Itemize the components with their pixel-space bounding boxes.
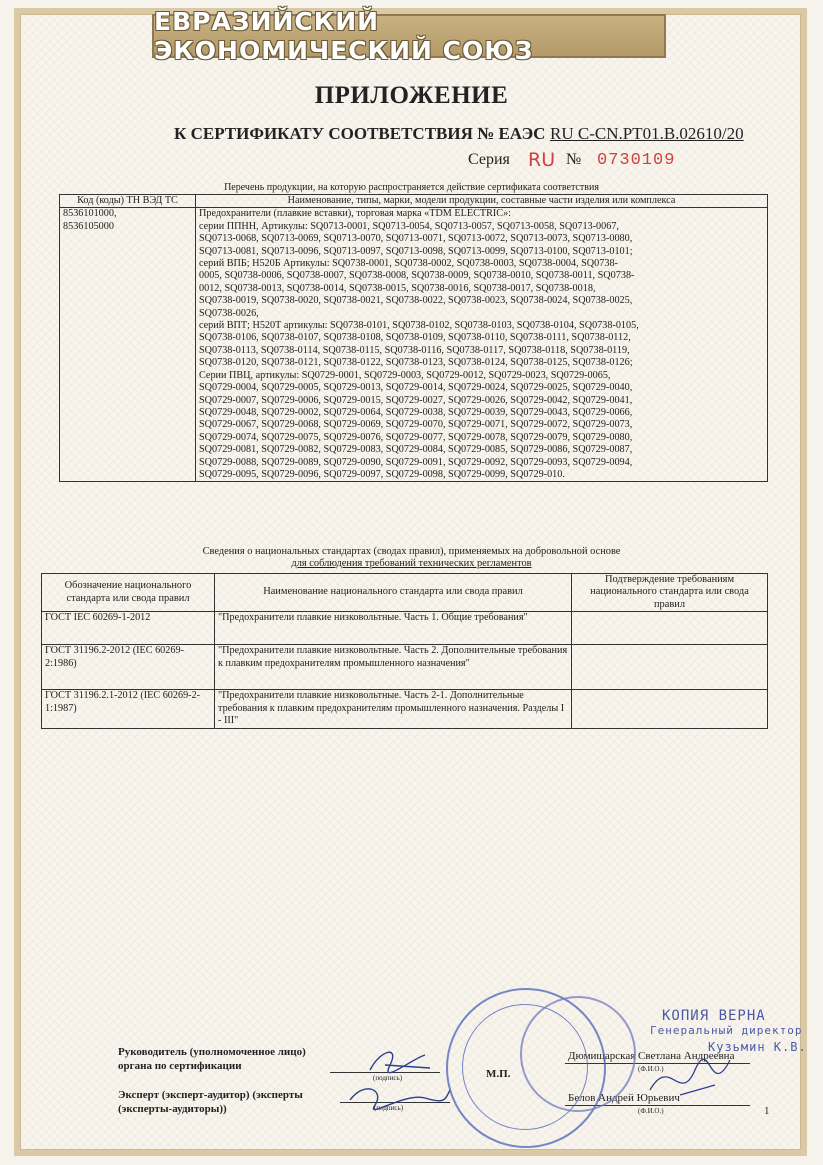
stamp-mp: М.П.: [486, 1068, 511, 1080]
expert-fio-caption: (Ф.И.О.): [638, 1107, 664, 1115]
product-line: SQ0729-0004, SQ0729-0005, SQ0729-0013, SQ0729-0014, SQ0729-0024, SQ0729-0025, SQ0729-0040,: [199, 382, 633, 394]
product-line: SQ0729-0095, SQ0729-0096, SQ0729-0097, SQ0729-0098, SQ0729-0099, SQ0729-010.: [199, 468, 565, 480]
copy-stamp-line2: Генеральный директор: [650, 1024, 803, 1037]
product-line: 0005, SQ0738-0006, SQ0738-0007, SQ0738-0008, SQ0738-0009, SQ0738-0010, SQ0738-0011, SQ0738-: [199, 270, 635, 282]
header-product-name: Наименование, типы, марки, модели продукции, составные части изделия или комплекса: [196, 195, 768, 208]
product-line: SQ0738-0113, SQ0738-0114, SQ0738-0115, SQ0738-0116, SQ0738-0117, SQ0738-0118, SQ0738-0119,: [199, 344, 630, 356]
page-number: 1: [764, 1105, 770, 1117]
product-line: SQ0713-0081, SQ0713-0096, SQ0713-0097, SQ0713-0098, SQ0713-0099, SQ0713-0100, SQ0713-0101;: [199, 245, 633, 257]
certificate-number: RU C-CN.PT01.B.02610/20: [550, 124, 744, 143]
standards-caption-line: Сведения о национальных стандартах (сводах правил), применяемых на добровольной основе: [202, 546, 621, 557]
expert-name: Белов Андрей Юрьевич: [568, 1092, 680, 1104]
banner-text: ЕВРАЗИЙСКИЙ ЭКОНОМИЧЕСКИЙ СОЮЗ: [154, 7, 534, 65]
product-line: SQ0729-0074, SQ0729-0075, SQ0729-0076, SQ0729-0077, SQ0729-0078, SQ0729-0079, SQ0729-0080,: [199, 431, 633, 443]
standards-caption-line: для соблюдения требований технических регламентов: [291, 558, 532, 569]
product-line: 0012, SQ0738-0013, SQ0738-0014, SQ0738-0015, SQ0738-0016, SQ0738-0017, SQ0738-0018,: [199, 282, 596, 294]
products-caption: Перечень продукции, на которую распространяется действие сертификата соответствия: [224, 182, 599, 193]
standard-code: ГОСТ 31196.2.1-2012 (IEC 60269-2-1:1987): [42, 690, 215, 729]
table-row: [42, 612, 768, 645]
codes-cell: [60, 208, 196, 482]
standard-confirm: [572, 690, 768, 729]
standards-caption: [0, 546, 823, 570]
product-line: SQ0738-0106, SQ0738-0107, SQ0738-0108, SQ0738-0109, SQ0738-0110, SQ0738-0111, SQ0738-0112,: [199, 332, 631, 344]
product-line: Предохранители (плавкие вставки), торговая марка «TDM ELECTRIC»:: [199, 208, 512, 220]
product-line: SQ0729-0081, SQ0729-0082, SQ0729-0083, SQ0729-0084, SQ0729-0085, SQ0729-0086, SQ0729-0087,: [199, 444, 633, 456]
standards-header-code: Обозначение национального стандарта или свода правил: [42, 574, 215, 612]
product-line: Серии ПВЦ, артикулы: SQ0729-0001, SQ0729-0003, SQ0729-0012, SQ0729-0023, SQ0729-0065,: [199, 369, 611, 381]
header-banner: [152, 7, 666, 65]
head-sign-caption: (подпись): [373, 1074, 403, 1082]
product-line: SQ0738-0019, SQ0738-0020, SQ0738-0021, SQ0738-0022, SQ0738-0023, SQ0738-0024, SQ0738-0025,: [199, 295, 633, 307]
copy-stamp-line1: КОПИЯ ВЕРНА: [662, 1008, 766, 1024]
product-line: серий ВПТ; Н520Т артикулы: SQ0738-0101, SQ0738-0102, SQ0738-0103, SQ0738-0104, SQ0738-0105,: [199, 320, 639, 332]
code-line: 8536105000: [63, 220, 114, 232]
table-row: [42, 645, 768, 690]
products-table: [59, 194, 768, 482]
series-value: RU: [528, 149, 556, 171]
product-line: SQ0729-0088, SQ0729-0089, SQ0729-0090, SQ0729-0091, SQ0729-0092, SQ0729-0093, SQ0729-0094,: [199, 456, 633, 468]
standard-name: "Предохранители плавкие низковольтные. Часть 1. Общие требования": [215, 612, 572, 645]
head-signature-label: Руководитель (уполномоченное лицо) органа по сертификации: [118, 1046, 306, 1072]
header-code: Код (коды) ТН ВЭД ТС: [60, 195, 196, 208]
product-line: SQ0738-0026,: [199, 307, 259, 319]
code-line: 8536101000,: [63, 208, 117, 220]
number-value: 0730109: [597, 151, 676, 170]
director-signature: [640, 1045, 740, 1115]
head-fio-caption: (Ф.И.О.): [638, 1065, 664, 1073]
handwritten-signatures: [330, 1030, 460, 1120]
standard-code: ГОСТ 31196.2-2012 (IEC 60269-2:1986): [42, 645, 215, 690]
product-line: серий ВПБ; Н520Б Артикулы: SQ0738-0001, SQ0738-0002, SQ0738-0003, SQ0738-0004, SQ0738-: [199, 258, 618, 270]
standards-header-confirm: Подтверждение требованиям национального стандарта или свода правил: [572, 574, 768, 612]
series-label: Серия: [468, 151, 510, 168]
second-seal: [520, 996, 636, 1112]
copy-stamp-line3: Кузьмин К.В.: [708, 1040, 807, 1054]
standard-name: "Предохранители плавкие низковольтные. Часть 2-1. Дополнительные требования к плавким предохранителям промышленного назначения. Разделы I - III": [215, 690, 572, 729]
product-line: SQ0713-0068, SQ0713-0069, SQ0713-0070, SQ0713-0071, SQ0713-0072, SQ0713-0073, SQ0713-0080,: [199, 233, 633, 245]
standards-header-name: Наименование национального стандарта или свода правил: [215, 574, 572, 612]
expert-signature-label: Эксперт (эксперт-аудитор) (эксперты (эксперты-аудиторы)): [118, 1089, 303, 1115]
table-row: [42, 690, 768, 729]
standard-code: ГОСТ IEC 60269-1-2012: [42, 612, 215, 645]
products-cell: [196, 208, 768, 482]
expert-sign-caption: (подпись): [374, 1104, 404, 1112]
product-line: SQ0729-0007, SQ0729-0006, SQ0729-0015, SQ0729-0027, SQ0729-0026, SQ0729-0042, SQ0729-0041,: [199, 394, 633, 406]
product-line: SQ0729-0067, SQ0729-0068, SQ0729-0069, SQ0729-0070, SQ0729-0071, SQ0729-0072, SQ0729-0073,: [199, 419, 633, 431]
standard-name: "Предохранители плавкие низковольтные. Часть 2. Дополнительные требования к плавким предохранителям промышленного назначения": [215, 645, 572, 690]
product-line: SQ0729-0048, SQ0729-0002, SQ0729-0064, SQ0729-0038, SQ0729-0039, SQ0729-0043, SQ0729-0066,: [199, 406, 633, 418]
product-line: серии ППНН, Артикулы: SQ0713-0001, SQ0713-0054, SQ0713-0057, SQ0713-0058, SQ0713-0067,: [199, 220, 619, 232]
product-line: SQ0738-0120, SQ0738-0121, SQ0738-0122, SQ0738-0123, SQ0738-0124, SQ0738-0125, SQ0738-0126;: [199, 357, 633, 369]
head-name: Дюмищарская Светлана Андреевна: [568, 1050, 735, 1062]
standard-confirm: [572, 612, 768, 645]
number-label: №: [566, 151, 582, 168]
standards-table: [41, 573, 768, 729]
document-title: ПРИЛОЖЕНИЕ: [314, 82, 509, 109]
document-subtitle: К СЕРТИФИКАТУ СООТВЕТСТВИЯ № ЕАЭС: [174, 124, 546, 143]
standard-confirm: [572, 645, 768, 690]
